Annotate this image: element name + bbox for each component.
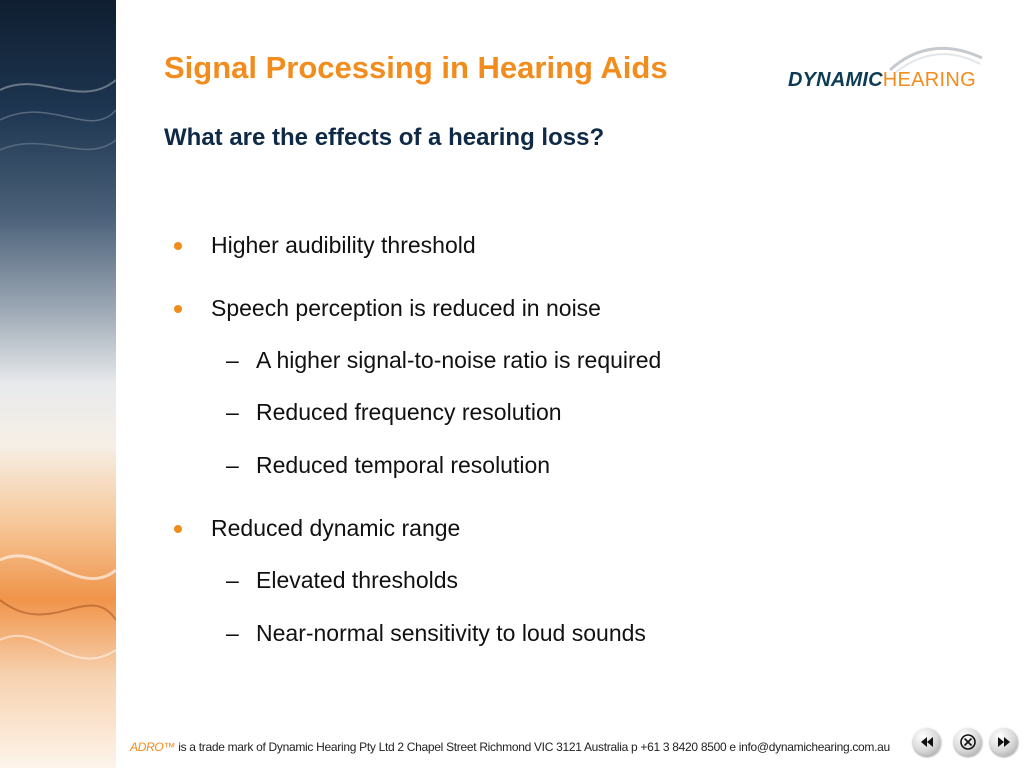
next-icon <box>990 728 1018 756</box>
sub-bullet-item <box>226 567 459 594</box>
footer-contact: is a trade mark of Dynamic Hearing Pty Ltd 2 Chapel Street Richmond VIC 3121 Australia p +61 3 8420 8500 e info@dynamichearing.com.au <box>175 740 890 754</box>
sub-bullet-item <box>226 399 562 426</box>
sub-bullet-text: Elevated thresholds <box>256 567 459 593</box>
slide-subtitle: What are the effects of a hearing loss? <box>164 124 605 151</box>
sub-bullet-text: Near-normal sensitivity to loud sounds <box>256 620 646 646</box>
bullet-dot-icon <box>174 305 182 313</box>
logo-wordmark <box>788 68 976 92</box>
sub-bullet-dash: – <box>226 347 239 373</box>
footer-text <box>130 740 890 754</box>
sub-bullet-text: A higher signal-to-noise ratio is required <box>256 347 662 373</box>
close-icon <box>954 728 982 756</box>
bullet-text: Higher audibility threshold <box>211 232 476 258</box>
decorative-side-art <box>0 0 116 768</box>
bullet-dot-icon <box>174 242 182 250</box>
sub-bullet-dash: – <box>226 452 239 478</box>
slide-title: Signal Processing in Hearing Aids <box>164 50 668 85</box>
dynamic-hearing-logo <box>786 40 996 100</box>
sub-bullet-item <box>226 347 662 374</box>
sub-bullet-dash: – <box>226 620 239 646</box>
bullet-item <box>211 295 601 322</box>
footer-trademark: ADRO™ <box>130 740 176 754</box>
sub-bullet-item <box>226 620 646 647</box>
bullet-text: Speech perception is reduced in noise <box>211 295 601 321</box>
side-art-curves <box>0 0 116 768</box>
sub-bullet-dash: – <box>226 399 239 425</box>
logo-hearing-text: HEARING <box>882 69 976 91</box>
previous-slide-button[interactable] <box>913 728 941 756</box>
end-show-button[interactable] <box>954 728 982 756</box>
bullet-dot-icon <box>174 525 182 533</box>
sub-bullet-item <box>226 452 551 479</box>
logo-dynamic-text: DYNAMIC <box>788 69 883 91</box>
next-slide-button[interactable] <box>990 728 1018 756</box>
sub-bullet-text: Reduced frequency resolution <box>256 399 562 425</box>
sub-bullet-dash: – <box>226 567 239 593</box>
previous-icon <box>913 728 941 756</box>
bullet-item <box>211 232 476 259</box>
bullet-item <box>211 515 460 542</box>
sub-bullet-text: Reduced temporal resolution <box>256 452 551 478</box>
bullet-text: Reduced dynamic range <box>211 515 461 541</box>
